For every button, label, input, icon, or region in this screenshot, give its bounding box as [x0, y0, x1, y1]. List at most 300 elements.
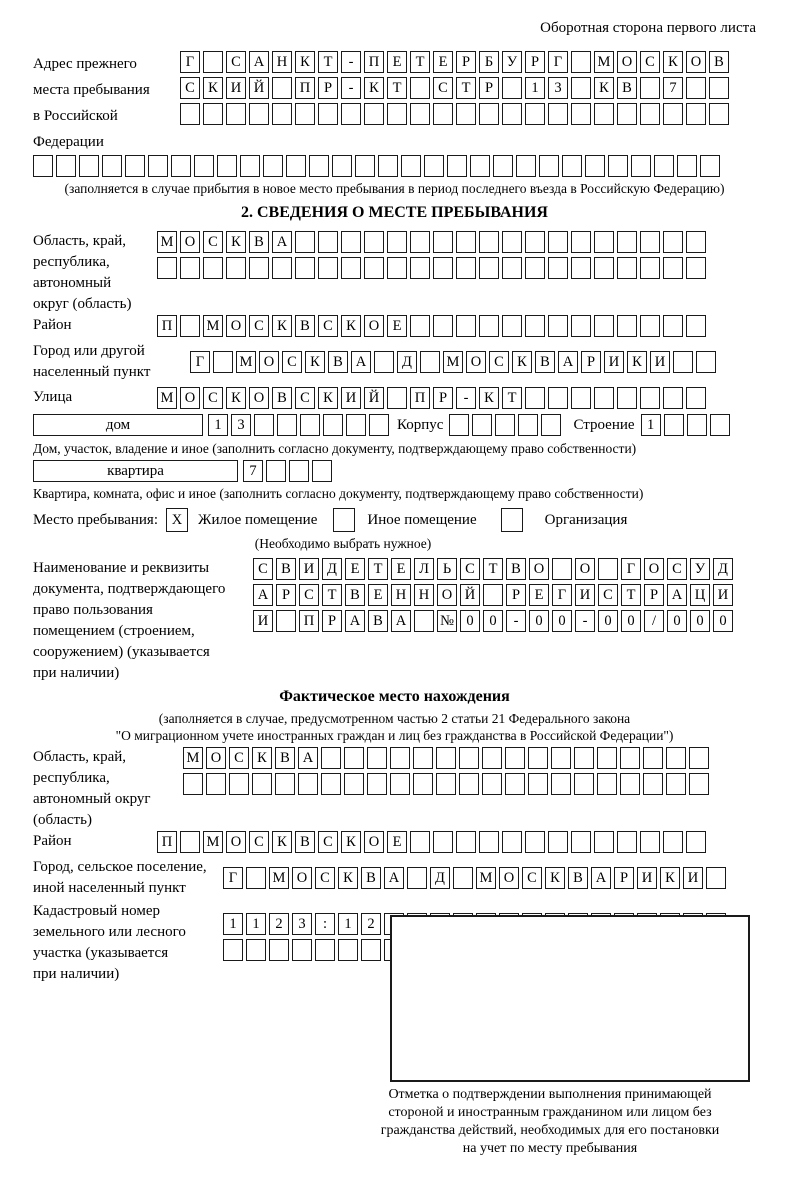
- char-box[interactable]: [355, 155, 375, 177]
- char-box[interactable]: Н: [391, 584, 411, 606]
- char-box[interactable]: [206, 773, 226, 795]
- char-box[interactable]: [479, 831, 499, 853]
- char-box[interactable]: [275, 773, 295, 795]
- char-box[interactable]: М: [183, 747, 203, 769]
- char-box[interactable]: [318, 231, 338, 253]
- char-box[interactable]: [102, 155, 122, 177]
- char-box[interactable]: [686, 257, 706, 279]
- char-box[interactable]: Д: [430, 867, 450, 889]
- char-box[interactable]: [252, 773, 272, 795]
- char-box[interactable]: [617, 231, 637, 253]
- char-box[interactable]: К: [305, 351, 325, 373]
- char-box[interactable]: О: [249, 387, 269, 409]
- char-box[interactable]: Р: [276, 584, 296, 606]
- char-box[interactable]: С: [295, 387, 315, 409]
- char-box[interactable]: [367, 773, 387, 795]
- char-box[interactable]: [433, 231, 453, 253]
- char-box[interactable]: Р: [433, 387, 453, 409]
- char-box[interactable]: К: [341, 831, 361, 853]
- char-box[interactable]: [276, 610, 296, 632]
- char-box[interactable]: С: [229, 747, 249, 769]
- char-box[interactable]: [341, 231, 361, 253]
- char-box[interactable]: [552, 558, 572, 580]
- char-box[interactable]: Л: [414, 558, 434, 580]
- char-box[interactable]: А: [558, 351, 578, 373]
- char-box[interactable]: [390, 747, 410, 769]
- char-box[interactable]: А: [249, 51, 269, 73]
- char-box[interactable]: С: [315, 867, 335, 889]
- char-box[interactable]: [33, 155, 53, 177]
- char-box[interactable]: [56, 155, 76, 177]
- char-box[interactable]: -: [341, 77, 361, 99]
- char-box[interactable]: [321, 773, 341, 795]
- char-box[interactable]: [594, 103, 614, 125]
- char-box[interactable]: [315, 939, 335, 961]
- char-box[interactable]: [203, 103, 223, 125]
- char-box[interactable]: А: [384, 867, 404, 889]
- char-box[interactable]: С: [598, 584, 618, 606]
- char-box[interactable]: [456, 103, 476, 125]
- char-box[interactable]: [479, 257, 499, 279]
- char-box[interactable]: Й: [364, 387, 384, 409]
- char-box[interactable]: [677, 155, 697, 177]
- char-box[interactable]: Д: [397, 351, 417, 373]
- char-box[interactable]: [249, 257, 269, 279]
- char-box[interactable]: [617, 387, 637, 409]
- char-box[interactable]: [483, 584, 503, 606]
- char-box[interactable]: С: [522, 867, 542, 889]
- char-box[interactable]: [410, 315, 430, 337]
- char-box[interactable]: [654, 155, 674, 177]
- char-box[interactable]: Р: [456, 51, 476, 73]
- char-box[interactable]: [410, 831, 430, 853]
- char-box[interactable]: Г: [223, 867, 243, 889]
- char-box[interactable]: [689, 773, 709, 795]
- char-box[interactable]: В: [361, 867, 381, 889]
- char-box[interactable]: А: [272, 231, 292, 253]
- char-box[interactable]: Р: [525, 51, 545, 73]
- char-box[interactable]: [528, 747, 548, 769]
- char-box[interactable]: И: [341, 387, 361, 409]
- char-box[interactable]: М: [269, 867, 289, 889]
- char-box[interactable]: В: [272, 387, 292, 409]
- char-box[interactable]: В: [276, 558, 296, 580]
- char-box[interactable]: [620, 773, 640, 795]
- char-box[interactable]: [295, 257, 315, 279]
- char-box[interactable]: С: [640, 51, 660, 73]
- char-box[interactable]: [249, 103, 269, 125]
- char-box[interactable]: [436, 747, 456, 769]
- char-box[interactable]: П: [364, 51, 384, 73]
- char-box[interactable]: В: [275, 747, 295, 769]
- char-box[interactable]: [414, 610, 434, 632]
- char-box[interactable]: В: [709, 51, 729, 73]
- char-box[interactable]: [254, 414, 274, 436]
- char-box[interactable]: [180, 103, 200, 125]
- char-box[interactable]: [640, 257, 660, 279]
- char-box[interactable]: [341, 103, 361, 125]
- char-box[interactable]: [551, 747, 571, 769]
- char-box[interactable]: [571, 257, 591, 279]
- char-box[interactable]: Г: [548, 51, 568, 73]
- char-box[interactable]: [663, 387, 683, 409]
- char-box[interactable]: О: [437, 584, 457, 606]
- char-box[interactable]: [502, 257, 522, 279]
- char-box[interactable]: [525, 103, 545, 125]
- char-box[interactable]: М: [236, 351, 256, 373]
- char-box[interactable]: [479, 103, 499, 125]
- char-box[interactable]: В: [295, 315, 315, 337]
- char-box[interactable]: Р: [506, 584, 526, 606]
- char-box[interactable]: М: [157, 231, 177, 253]
- char-box[interactable]: О: [686, 51, 706, 73]
- char-box[interactable]: [525, 231, 545, 253]
- char-box[interactable]: Р: [479, 77, 499, 99]
- char-box[interactable]: [664, 414, 684, 436]
- char-box[interactable]: [344, 747, 364, 769]
- char-box[interactable]: [585, 155, 605, 177]
- char-box[interactable]: М: [203, 315, 223, 337]
- char-box[interactable]: [594, 231, 614, 253]
- char-box[interactable]: :: [315, 913, 335, 935]
- char-box[interactable]: [217, 155, 237, 177]
- char-box[interactable]: [272, 103, 292, 125]
- char-box[interactable]: [710, 414, 730, 436]
- char-box[interactable]: -: [456, 387, 476, 409]
- char-box[interactable]: К: [660, 867, 680, 889]
- char-box[interactable]: С: [460, 558, 480, 580]
- char-box[interactable]: [413, 773, 433, 795]
- char-box[interactable]: [470, 155, 490, 177]
- char-box[interactable]: Т: [483, 558, 503, 580]
- char-box[interactable]: [410, 103, 430, 125]
- char-box[interactable]: О: [617, 51, 637, 73]
- char-box[interactable]: 7: [663, 77, 683, 99]
- char-box[interactable]: Р: [644, 584, 664, 606]
- char-box[interactable]: А: [345, 610, 365, 632]
- char-box[interactable]: С: [667, 558, 687, 580]
- char-box[interactable]: [548, 387, 568, 409]
- char-box[interactable]: П: [410, 387, 430, 409]
- char-box[interactable]: [620, 747, 640, 769]
- char-box[interactable]: А: [667, 584, 687, 606]
- char-box[interactable]: Ц: [690, 584, 710, 606]
- char-box[interactable]: [180, 257, 200, 279]
- char-box[interactable]: В: [617, 77, 637, 99]
- char-box[interactable]: [453, 867, 473, 889]
- char-box[interactable]: 0: [552, 610, 572, 632]
- char-box[interactable]: Б: [479, 51, 499, 73]
- char-box[interactable]: [502, 831, 522, 853]
- char-box[interactable]: Т: [368, 558, 388, 580]
- char-box[interactable]: [493, 155, 513, 177]
- char-box[interactable]: [608, 155, 628, 177]
- char-box[interactable]: [433, 315, 453, 337]
- char-box[interactable]: [571, 387, 591, 409]
- char-box[interactable]: [700, 155, 720, 177]
- char-box[interactable]: [482, 773, 502, 795]
- char-box[interactable]: В: [368, 610, 388, 632]
- char-box[interactable]: [479, 231, 499, 253]
- char-box[interactable]: [518, 414, 538, 436]
- char-box[interactable]: [706, 867, 726, 889]
- char-box[interactable]: Й: [460, 584, 480, 606]
- char-box[interactable]: [502, 103, 522, 125]
- char-box[interactable]: [640, 831, 660, 853]
- char-box[interactable]: [594, 831, 614, 853]
- char-box[interactable]: М: [157, 387, 177, 409]
- char-box[interactable]: Е: [345, 558, 365, 580]
- char-box[interactable]: [502, 315, 522, 337]
- char-box[interactable]: [387, 387, 407, 409]
- char-box[interactable]: 3: [292, 913, 312, 935]
- char-box[interactable]: 1: [338, 913, 358, 935]
- char-box[interactable]: Т: [502, 387, 522, 409]
- char-box[interactable]: К: [663, 51, 683, 73]
- char-box[interactable]: [663, 315, 683, 337]
- zhiloe-checkbox[interactable]: X: [166, 508, 188, 532]
- char-box[interactable]: [266, 460, 286, 482]
- char-box[interactable]: [617, 315, 637, 337]
- char-box[interactable]: П: [157, 315, 177, 337]
- char-box[interactable]: [300, 414, 320, 436]
- char-box[interactable]: Е: [387, 51, 407, 73]
- char-box[interactable]: [223, 939, 243, 961]
- char-box[interactable]: 0: [460, 610, 480, 632]
- char-box[interactable]: С: [253, 558, 273, 580]
- char-box[interactable]: [539, 155, 559, 177]
- char-box[interactable]: [374, 351, 394, 373]
- char-box[interactable]: [548, 231, 568, 253]
- char-box[interactable]: 1: [246, 913, 266, 935]
- char-box[interactable]: [663, 831, 683, 853]
- char-box[interactable]: М: [594, 51, 614, 73]
- char-box[interactable]: [318, 257, 338, 279]
- char-box[interactable]: 7: [243, 460, 263, 482]
- char-box[interactable]: [318, 103, 338, 125]
- char-box[interactable]: [226, 257, 246, 279]
- char-box[interactable]: С: [433, 77, 453, 99]
- char-box[interactable]: [562, 155, 582, 177]
- char-box[interactable]: О: [499, 867, 519, 889]
- char-box[interactable]: Т: [621, 584, 641, 606]
- char-box[interactable]: [594, 315, 614, 337]
- char-box[interactable]: [407, 867, 427, 889]
- char-box[interactable]: Е: [387, 831, 407, 853]
- char-box[interactable]: [433, 257, 453, 279]
- char-box[interactable]: [367, 747, 387, 769]
- organizatsiya-checkbox[interactable]: [501, 508, 523, 532]
- char-box[interactable]: К: [338, 867, 358, 889]
- char-box[interactable]: О: [644, 558, 664, 580]
- char-box[interactable]: 2: [269, 913, 289, 935]
- char-box[interactable]: [574, 773, 594, 795]
- char-box[interactable]: Т: [410, 51, 430, 73]
- char-box[interactable]: С: [203, 387, 223, 409]
- char-box[interactable]: [686, 387, 706, 409]
- char-box[interactable]: [525, 257, 545, 279]
- char-box[interactable]: И: [683, 867, 703, 889]
- char-box[interactable]: [447, 155, 467, 177]
- char-box[interactable]: [226, 103, 246, 125]
- char-box[interactable]: И: [650, 351, 670, 373]
- char-box[interactable]: [387, 257, 407, 279]
- char-box[interactable]: О: [226, 315, 246, 337]
- char-box[interactable]: [364, 257, 384, 279]
- char-box[interactable]: 1: [208, 414, 228, 436]
- char-box[interactable]: [183, 773, 203, 795]
- char-box[interactable]: [574, 747, 594, 769]
- char-box[interactable]: К: [364, 77, 384, 99]
- char-box[interactable]: [387, 103, 407, 125]
- char-box[interactable]: И: [299, 558, 319, 580]
- char-box[interactable]: [246, 867, 266, 889]
- char-box[interactable]: [369, 414, 389, 436]
- char-box[interactable]: [410, 257, 430, 279]
- char-box[interactable]: Н: [272, 51, 292, 73]
- char-box[interactable]: П: [157, 831, 177, 853]
- char-box[interactable]: [598, 558, 618, 580]
- char-box[interactable]: В: [568, 867, 588, 889]
- char-box[interactable]: [312, 460, 332, 482]
- char-box[interactable]: [482, 747, 502, 769]
- char-box[interactable]: К: [512, 351, 532, 373]
- char-box[interactable]: В: [295, 831, 315, 853]
- char-box[interactable]: К: [272, 315, 292, 337]
- char-box[interactable]: К: [295, 51, 315, 73]
- char-box[interactable]: [298, 773, 318, 795]
- char-box[interactable]: 1: [641, 414, 661, 436]
- char-box[interactable]: К: [318, 387, 338, 409]
- char-box[interactable]: О: [529, 558, 549, 580]
- char-box[interactable]: А: [391, 610, 411, 632]
- char-box[interactable]: [525, 387, 545, 409]
- char-box[interactable]: С: [226, 51, 246, 73]
- char-box[interactable]: [663, 231, 683, 253]
- char-box[interactable]: К: [203, 77, 223, 99]
- char-box[interactable]: [433, 103, 453, 125]
- char-box[interactable]: [157, 257, 177, 279]
- char-box[interactable]: М: [443, 351, 463, 373]
- char-box[interactable]: [571, 103, 591, 125]
- char-box[interactable]: [686, 103, 706, 125]
- char-box[interactable]: А: [253, 584, 273, 606]
- char-box[interactable]: [495, 414, 515, 436]
- char-box[interactable]: [502, 77, 522, 99]
- char-box[interactable]: [203, 51, 223, 73]
- char-box[interactable]: [502, 231, 522, 253]
- char-box[interactable]: П: [299, 610, 319, 632]
- char-box[interactable]: О: [364, 315, 384, 337]
- char-box[interactable]: [456, 257, 476, 279]
- char-box[interactable]: К: [252, 747, 272, 769]
- char-box[interactable]: О: [206, 747, 226, 769]
- char-box[interactable]: [541, 414, 561, 436]
- char-box[interactable]: [640, 103, 660, 125]
- char-box[interactable]: [456, 231, 476, 253]
- char-box[interactable]: [594, 387, 614, 409]
- char-box[interactable]: Т: [322, 584, 342, 606]
- char-box[interactable]: К: [594, 77, 614, 99]
- char-box[interactable]: [686, 831, 706, 853]
- char-box[interactable]: Ь: [437, 558, 457, 580]
- char-box[interactable]: Р: [318, 77, 338, 99]
- char-box[interactable]: [709, 103, 729, 125]
- char-box[interactable]: О: [466, 351, 486, 373]
- char-box[interactable]: Е: [391, 558, 411, 580]
- char-box[interactable]: [617, 257, 637, 279]
- char-box[interactable]: [203, 257, 223, 279]
- char-box[interactable]: [246, 939, 266, 961]
- char-box[interactable]: [180, 831, 200, 853]
- char-box[interactable]: [240, 155, 260, 177]
- char-box[interactable]: И: [575, 584, 595, 606]
- char-box[interactable]: [424, 155, 444, 177]
- char-box[interactable]: Д: [713, 558, 733, 580]
- char-box[interactable]: [689, 747, 709, 769]
- char-box[interactable]: [548, 831, 568, 853]
- char-box[interactable]: [571, 231, 591, 253]
- char-box[interactable]: [420, 351, 440, 373]
- char-box[interactable]: [456, 315, 476, 337]
- char-box[interactable]: П: [295, 77, 315, 99]
- char-box[interactable]: [571, 831, 591, 853]
- char-box[interactable]: [663, 103, 683, 125]
- char-box[interactable]: Е: [387, 315, 407, 337]
- char-box[interactable]: [292, 939, 312, 961]
- char-box[interactable]: О: [226, 831, 246, 853]
- char-box[interactable]: У: [502, 51, 522, 73]
- char-box[interactable]: 0: [621, 610, 641, 632]
- char-box[interactable]: [528, 773, 548, 795]
- char-box[interactable]: [272, 77, 292, 99]
- char-box[interactable]: [263, 155, 283, 177]
- char-box[interactable]: [709, 77, 729, 99]
- char-box[interactable]: С: [299, 584, 319, 606]
- char-box[interactable]: В: [506, 558, 526, 580]
- char-box[interactable]: К: [627, 351, 647, 373]
- char-box[interactable]: С: [249, 315, 269, 337]
- char-box[interactable]: [364, 103, 384, 125]
- char-box[interactable]: [525, 315, 545, 337]
- char-box[interactable]: Т: [318, 51, 338, 73]
- char-box[interactable]: [472, 414, 492, 436]
- char-box[interactable]: [571, 51, 591, 73]
- char-box[interactable]: И: [604, 351, 624, 373]
- char-box[interactable]: Н: [414, 584, 434, 606]
- char-box[interactable]: [272, 257, 292, 279]
- char-box[interactable]: Е: [433, 51, 453, 73]
- char-box[interactable]: №: [437, 610, 457, 632]
- char-box[interactable]: 0: [483, 610, 503, 632]
- char-box[interactable]: [631, 155, 651, 177]
- char-box[interactable]: Т: [456, 77, 476, 99]
- char-box[interactable]: О: [259, 351, 279, 373]
- char-box[interactable]: [180, 315, 200, 337]
- char-box[interactable]: В: [345, 584, 365, 606]
- char-box[interactable]: В: [328, 351, 348, 373]
- char-box[interactable]: А: [591, 867, 611, 889]
- char-box[interactable]: [687, 414, 707, 436]
- char-box[interactable]: 0: [529, 610, 549, 632]
- char-box[interactable]: О: [292, 867, 312, 889]
- char-box[interactable]: С: [249, 831, 269, 853]
- char-box[interactable]: [449, 414, 469, 436]
- char-box[interactable]: 0: [713, 610, 733, 632]
- char-box[interactable]: Е: [529, 584, 549, 606]
- char-box[interactable]: [410, 77, 430, 99]
- char-box[interactable]: [289, 460, 309, 482]
